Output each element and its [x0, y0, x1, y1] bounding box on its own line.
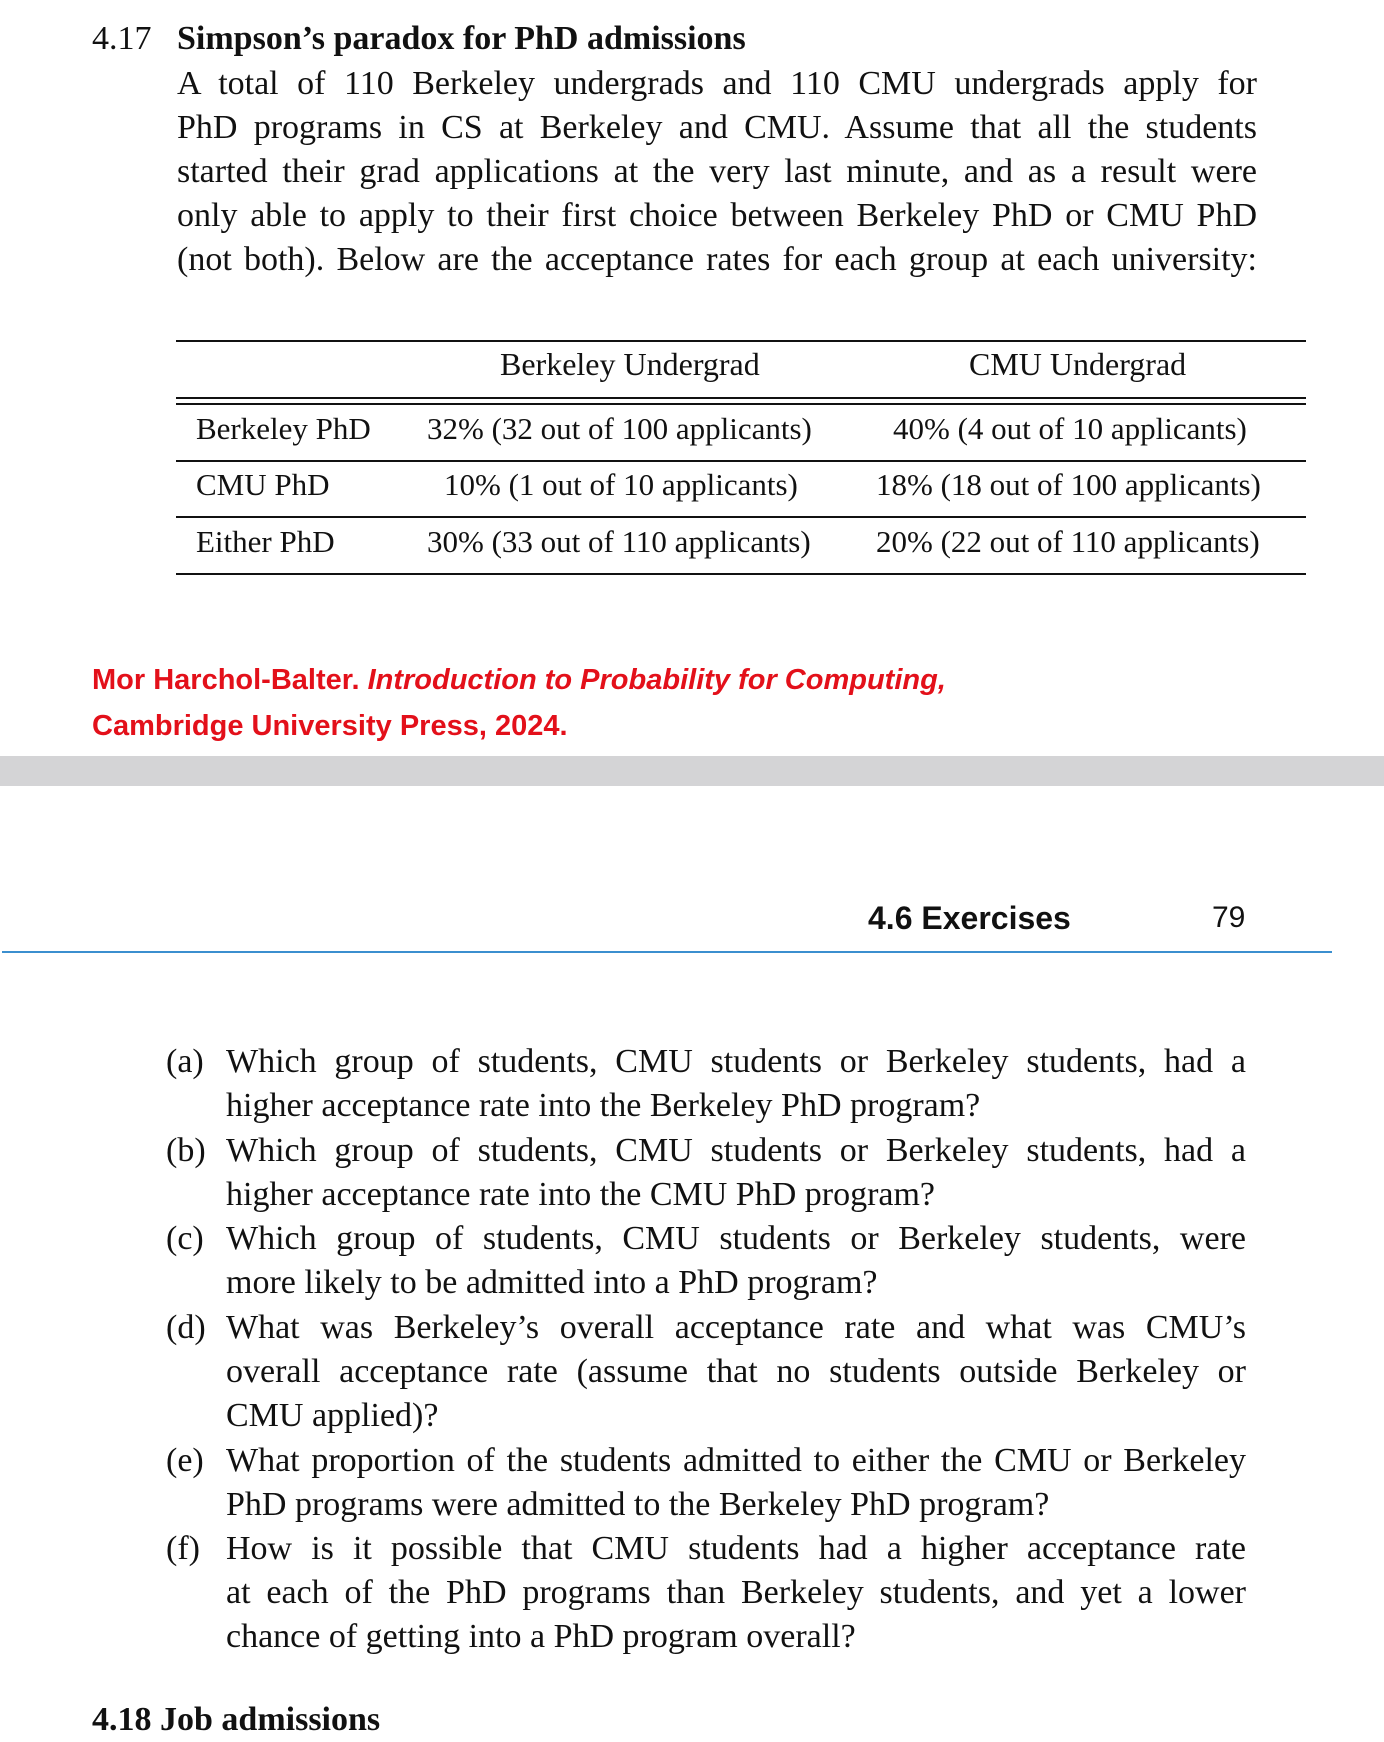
- question-line: Which group of students, CMU students or Berkeley students, had a: [226, 1043, 1246, 1080]
- intro-line: only able to apply to their first choice between Berkeley PhD or CMU PhD: [177, 197, 1257, 234]
- exercise-number: 4.17: [92, 20, 152, 57]
- question-text: [226, 1439, 1246, 1527]
- question-line: CMU applied)?: [226, 1397, 439, 1434]
- cell-cmu: 20% (22 out of 110 applicants): [876, 524, 1260, 559]
- question-line: How is it possible that CMU students had a higher acceptance rate: [226, 1530, 1246, 1567]
- intro-line: PhD programs in CS at Berkeley and CMU. Assume that all the students: [177, 109, 1257, 146]
- intro-line: A total of 110 Berkeley undergrads and 110 CMU undergrads apply for: [177, 65, 1257, 102]
- question-line: at each of the PhD programs than Berkeley students, and yet a lower: [226, 1574, 1246, 1611]
- section-header: 4.6 Exercises: [868, 900, 1071, 936]
- question-label: (e): [166, 1442, 204, 1479]
- question-line: more likely to be admitted into a PhD program?: [226, 1264, 878, 1301]
- question-label: (f): [166, 1530, 200, 1567]
- question-line: overall acceptance rate (assume that no students outside Berkeley or: [226, 1353, 1246, 1390]
- question-text: [226, 1306, 1246, 1438]
- table-bottom-rule: [176, 573, 1306, 575]
- question-label: (c): [166, 1220, 204, 1257]
- intro-line: (not both). Below are the acceptance rates for each group at each university:: [177, 241, 1257, 278]
- citation-book: Introduction to Probability for Computing,: [367, 664, 946, 696]
- question-label: (b): [166, 1132, 206, 1169]
- row-label: CMU PhD: [196, 467, 330, 502]
- table-header-rule: [176, 397, 1306, 399]
- header-rule: [2, 951, 1332, 953]
- col-header-cmu: CMU Undergrad: [969, 346, 1187, 382]
- cell-berkeley: 32% (32 out of 100 applicants): [427, 411, 812, 446]
- question-line: PhD programs were admitted to the Berkeley PhD program?: [226, 1486, 1050, 1523]
- question-line: chance of getting into a PhD program overall?: [226, 1618, 856, 1655]
- question-text: [226, 1527, 1246, 1659]
- page-number: 79: [1212, 901, 1246, 934]
- cell-berkeley: 30% (33 out of 110 applicants): [427, 524, 811, 559]
- cell-berkeley: 10% (1 out of 10 applicants): [444, 467, 798, 502]
- table-header-rule: [176, 403, 1306, 405]
- question-line: What was Berkeley’s overall acceptance rate and what was CMU’s: [226, 1309, 1246, 1346]
- table-top-rule: [176, 340, 1306, 342]
- citation-publisher: Cambridge University Press, 2024.: [92, 710, 568, 742]
- row-label: Either PhD: [196, 524, 335, 559]
- page-divider: [0, 756, 1384, 786]
- question-text: [226, 1217, 1246, 1305]
- next-exercise-peek: 4.18 Job admissions: [92, 1701, 381, 1738]
- table-row-rule: [176, 460, 1306, 462]
- question-line: Which group of students, CMU students or Berkeley students, had a: [226, 1132, 1246, 1169]
- exercise-intro: [177, 62, 1257, 282]
- row-label: Berkeley PhD: [196, 411, 371, 446]
- question-label: (d): [166, 1309, 206, 1346]
- intro-line: started their grad applications at the very last minute, and as a result were: [177, 153, 1257, 190]
- col-header-berkeley: Berkeley Undergrad: [500, 346, 760, 382]
- question-line: Which group of students, CMU students or Berkeley students, were: [226, 1220, 1246, 1257]
- question-text: [226, 1040, 1246, 1128]
- exercise-title: Simpson’s paradox for PhD admissions: [177, 20, 746, 57]
- question-label: (a): [166, 1043, 204, 1080]
- question-line: higher acceptance rate into the CMU PhD program?: [226, 1176, 936, 1213]
- citation-line-1: [92, 660, 946, 700]
- cell-cmu: 40% (4 out of 10 applicants): [893, 411, 1247, 446]
- cell-cmu: 18% (18 out of 100 applicants): [876, 467, 1261, 502]
- table-row-rule: [176, 516, 1306, 518]
- question-line: What proportion of the students admitted to either the CMU or Berkeley: [226, 1442, 1246, 1479]
- question-text: [226, 1129, 1246, 1217]
- question-line: higher acceptance rate into the Berkeley PhD program?: [226, 1087, 981, 1124]
- citation-author: Mor Harchol-Balter.: [92, 664, 360, 696]
